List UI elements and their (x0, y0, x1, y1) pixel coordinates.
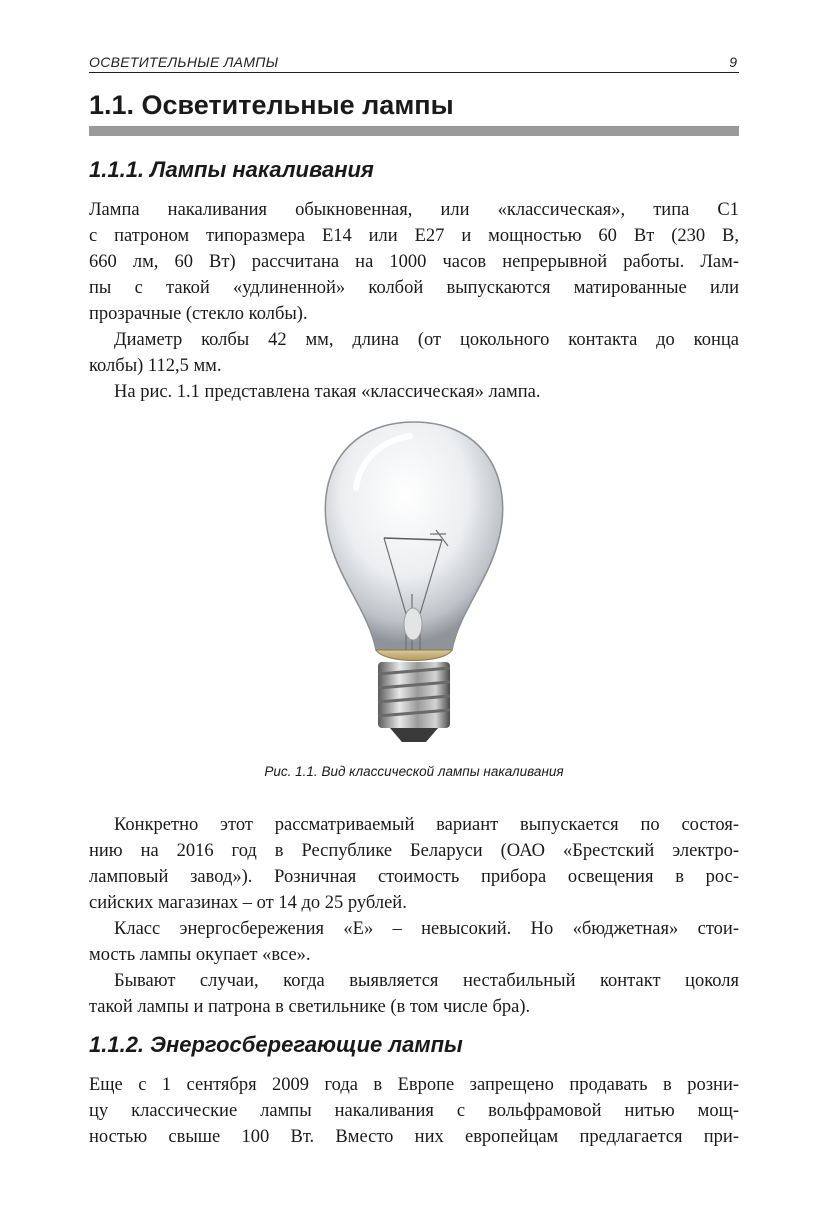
stem-glass (404, 608, 422, 640)
text-line: сийских магазинах – от 14 до 25 рублей. (89, 893, 407, 913)
text-line: колбы) 112,5 мм. (89, 356, 222, 376)
text-line: Конкретно этот рассматриваемый вариант выпускается по состоя- (114, 815, 739, 835)
text-line: с патроном типоразмера Е14 или Е27 и мощностью 60 Вт (230 В, (89, 226, 739, 246)
body-text-block-b (89, 812, 739, 1020)
text-line: такой лампы и патрона в светильнике (в том числе бра). (89, 997, 531, 1017)
bulb-neck (376, 650, 452, 661)
body-text-block-a (89, 197, 739, 405)
light-bulb-image (314, 418, 514, 746)
screw-base (378, 662, 450, 742)
text-line: Диаметр колбы 42 мм, длина (от цокольного контакта до конца (114, 330, 739, 350)
subsection-title-1: 1.1.1. Лампы накаливания (89, 157, 374, 182)
text-line: прозрачные (стекло колбы). (89, 304, 308, 324)
body-text-block-c (89, 1072, 739, 1150)
light-bulb-figure (314, 418, 514, 746)
subsection-title-2: 1.1.2. Энергосберегающие лампы (89, 1032, 463, 1057)
running-head-title: ОСВЕТИТЕЛЬНЫЕ ЛАМПЫ (89, 54, 279, 70)
text-line: нию на 2016 год в Республике Беларуси (ОАО «Брестский электро- (89, 841, 739, 861)
figure-caption: Рис. 1.1. Вид классической лампы накаливания (264, 764, 564, 779)
text-line: На рис. 1.1 представлена такая «классическая» лампа. (114, 382, 541, 402)
section-title-bar (89, 126, 739, 136)
text-line: 660 лм, 60 Вт) рассчитана на 1000 часов непрерывной работы. Лам- (89, 252, 739, 272)
text-line: ностью свыше 100 Вт. Вместо них европейцам предлагается при- (89, 1127, 739, 1147)
text-line: Еще с 1 сентября 2009 года в Европе запрещено продавать в розни- (89, 1075, 739, 1095)
text-line: пы с такой «удлиненной» колбой выпускаются матированные или (89, 278, 739, 298)
section-title: 1.1. Осветительные лампы (89, 90, 454, 120)
text-line: Бывают случаи, когда выявляется нестабильный контакт цоколя (114, 971, 739, 991)
page-number: 9 (729, 54, 737, 70)
text-line: Класс энергосбережения «Е» – невысокий. Но «бюджетная» стои- (114, 919, 739, 939)
text-line: ламповый завод»). Розничная стоимость прибора освещения в рос- (89, 867, 739, 887)
text-line: Лампа накаливания обыкновенная, или «классическая», типа С1 (89, 200, 739, 220)
running-head (89, 52, 739, 73)
text-line: мость лампы окупает «все». (89, 945, 311, 965)
text-line: цу классические лампы накаливания с вольфрамовой нитью мощ- (89, 1101, 739, 1121)
